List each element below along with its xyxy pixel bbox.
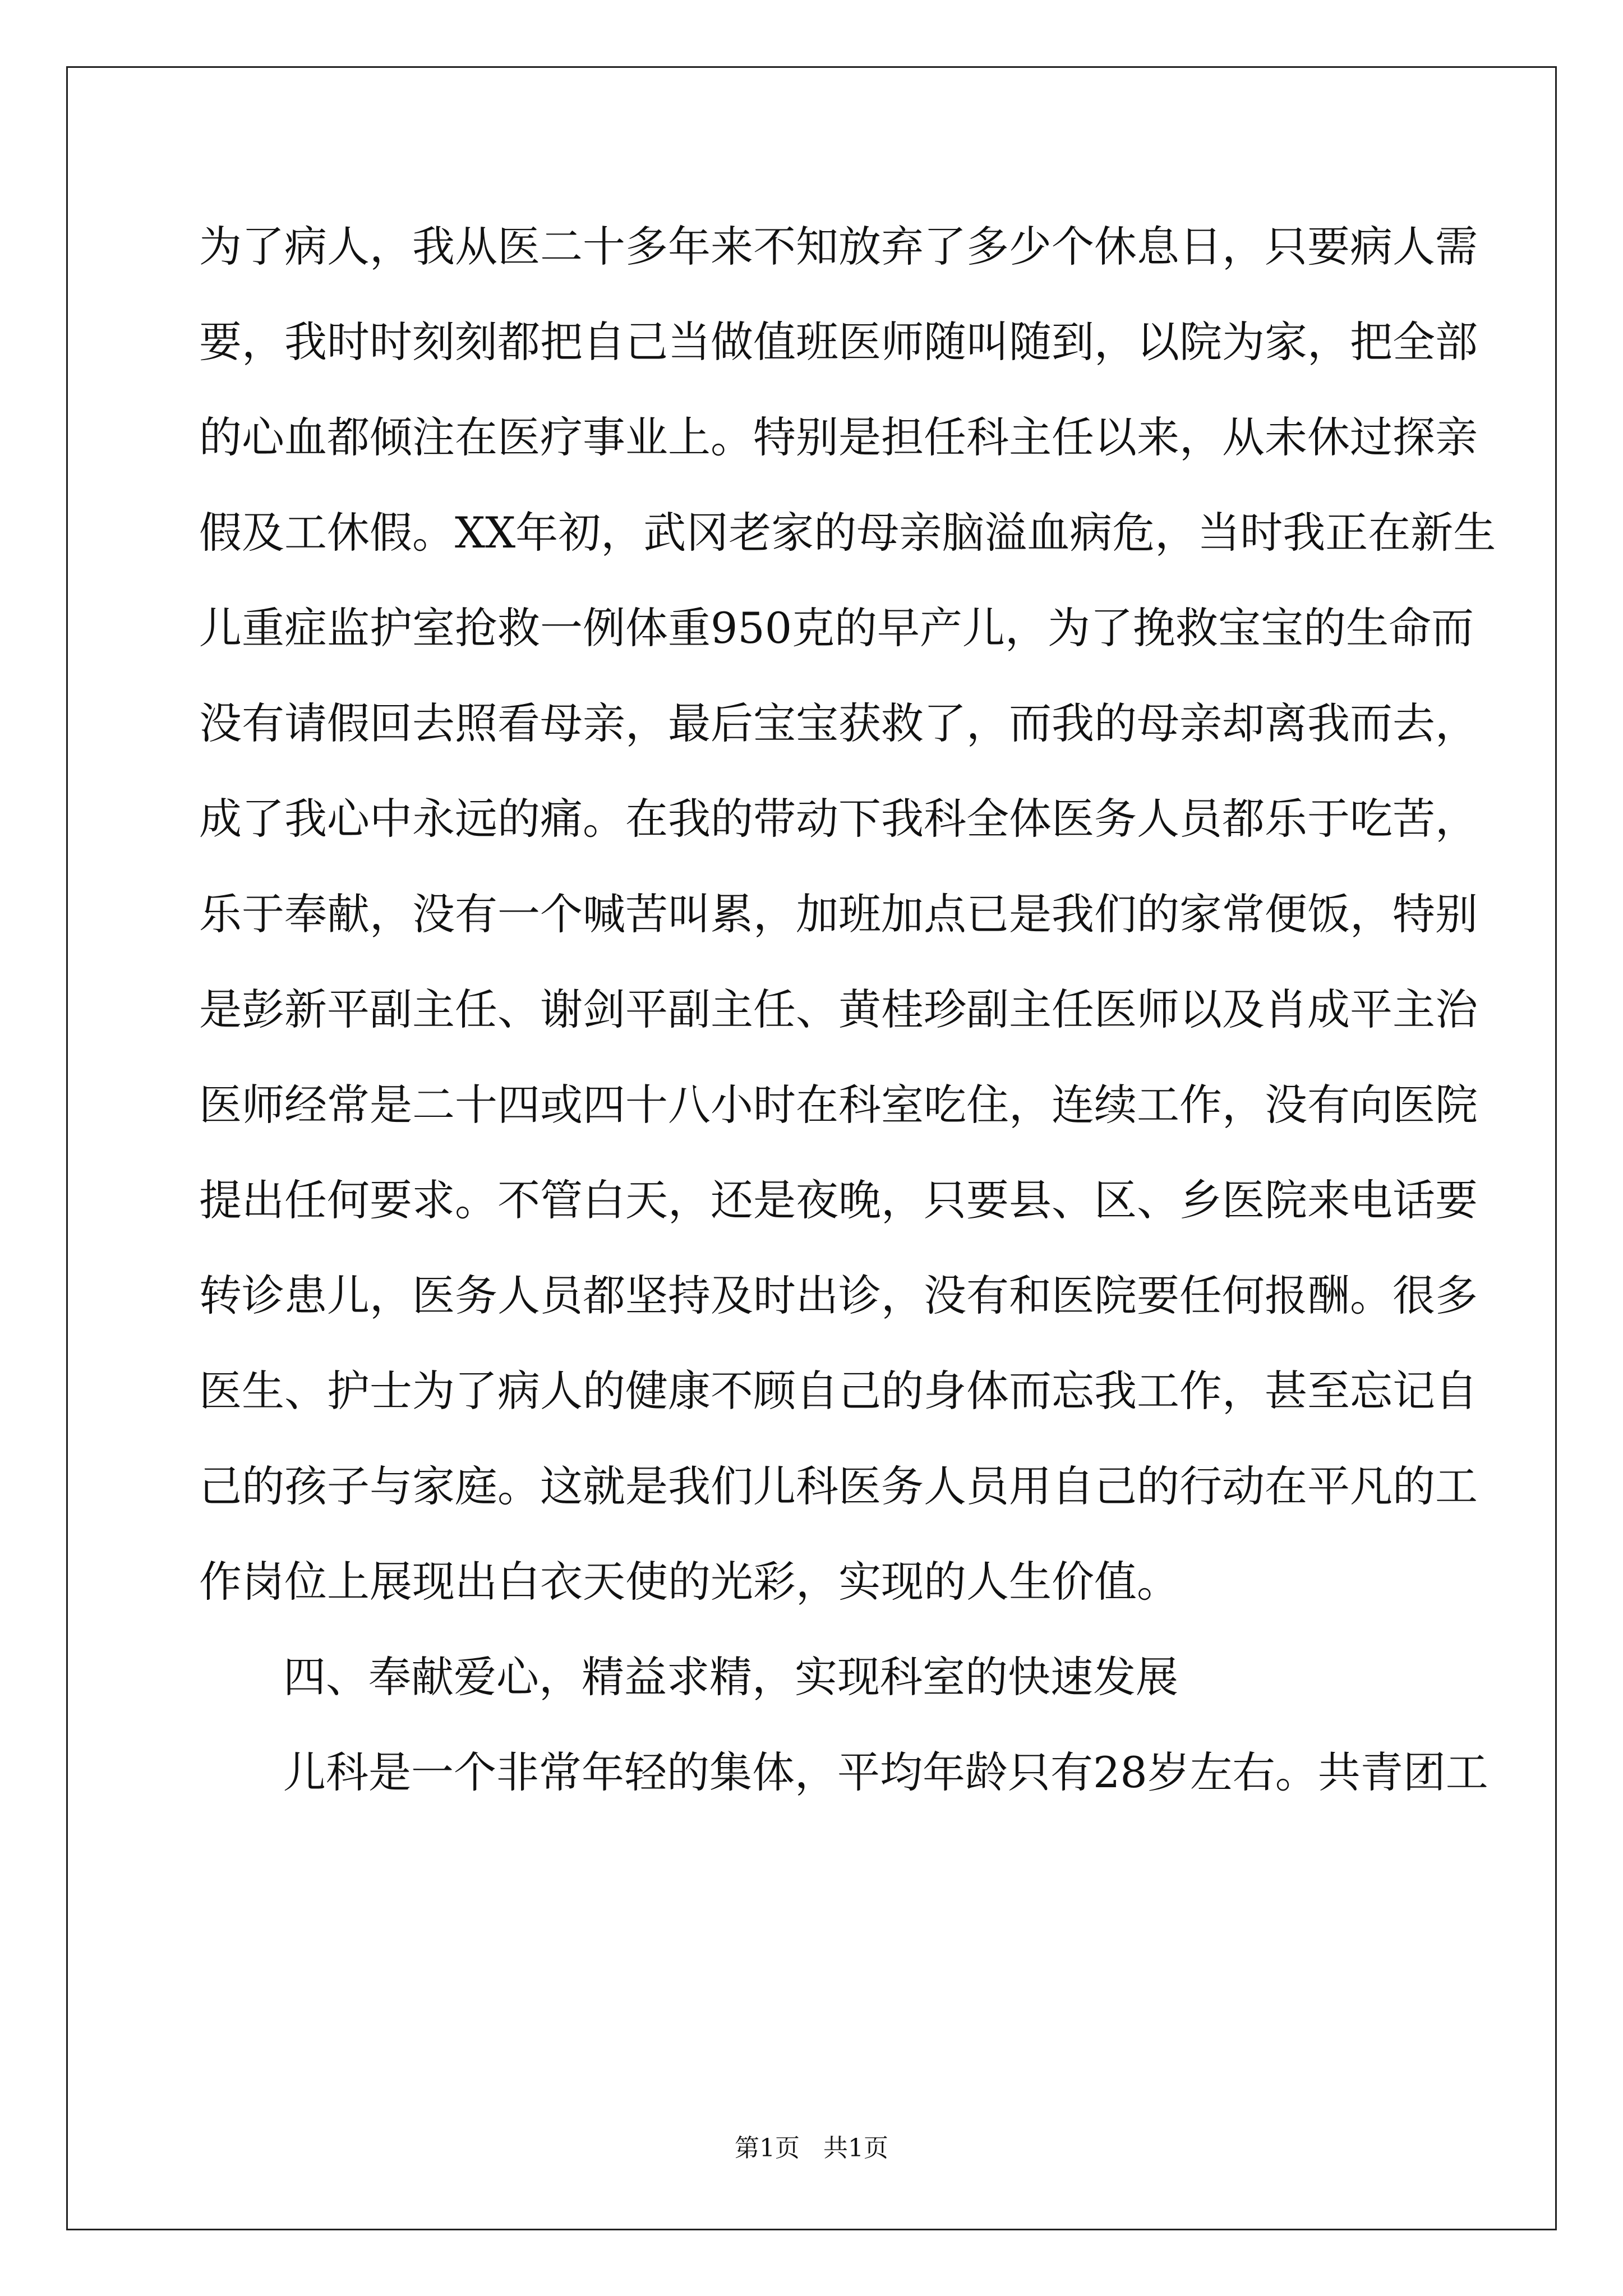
paragraph-line: 提出任何要求。不管白天，还是夜晚，只要县、区、乡医院来电话要 <box>199 1175 1478 1225</box>
paragraph-line: 没有请假回去照看母亲，最后宝宝获救了，而我的母亲却离我而去， <box>199 698 1478 748</box>
paragraph-line: 成了我心中永远的痛。在我的带动下我科全体医务人员都乐于吃苦， <box>199 794 1478 844</box>
paragraph-line: 医师经常是二十四或四十八小时在科室吃住，连续工作，没有向医院 <box>199 1080 1478 1130</box>
paragraph-line: 要，我时时刻刻都把自己当做值班医师随叫随到，以院为家，把全部 <box>199 317 1478 367</box>
paragraph-line: 假及工休假。XX年初，武冈老家的母亲脑溢血病危，当时我正在新生 <box>199 508 1496 558</box>
paragraph-line: 儿科是一个非常年轻的集体，平均年龄只有28岁左右。共青团工 <box>283 1747 1488 1797</box>
section-heading: 四、奉献爱心，精益求精，实现科室的快速发展 <box>283 1652 1178 1702</box>
paragraph-line: 乐于奉献，没有一个喊苦叫累，加班加点已是我们的家常便饭，特别 <box>199 889 1478 939</box>
paragraph-line: 转诊患儿，医务人员都坚持及时出诊，没有和医院要任何报酬。很多 <box>199 1271 1478 1320</box>
page-border <box>66 66 1557 2230</box>
paragraph-line: 作岗位上展现出白衣天使的光彩，实现的人生价值。 <box>199 1557 1179 1607</box>
paragraph-line: 儿重症监护室抢救一例体重950克的早产儿，为了挽救宝宝的生命而 <box>199 603 1474 653</box>
paragraph-line: 为了病人，我从医二十多年来不知放弃了多少个休息日，只要病人需 <box>199 222 1478 272</box>
paragraph-line: 医生、护士为了病人的健康不顾自己的身体而忘我工作，甚至忘记自 <box>199 1366 1478 1416</box>
paragraph-line: 的心血都倾注在医疗事业上。特别是担任科主任以来，从未休过探亲 <box>199 412 1478 462</box>
paragraph-line: 己的孩子与家庭。这就是我们儿科医务人员用自己的行动在平凡的工 <box>199 1461 1478 1511</box>
page-footer: 第1页 共1页 <box>735 2134 888 2162</box>
paragraph-line: 是彭新平副主任、谢剑平副主任、黄桂珍副主任医师以及肖成平主治 <box>199 984 1478 1034</box>
